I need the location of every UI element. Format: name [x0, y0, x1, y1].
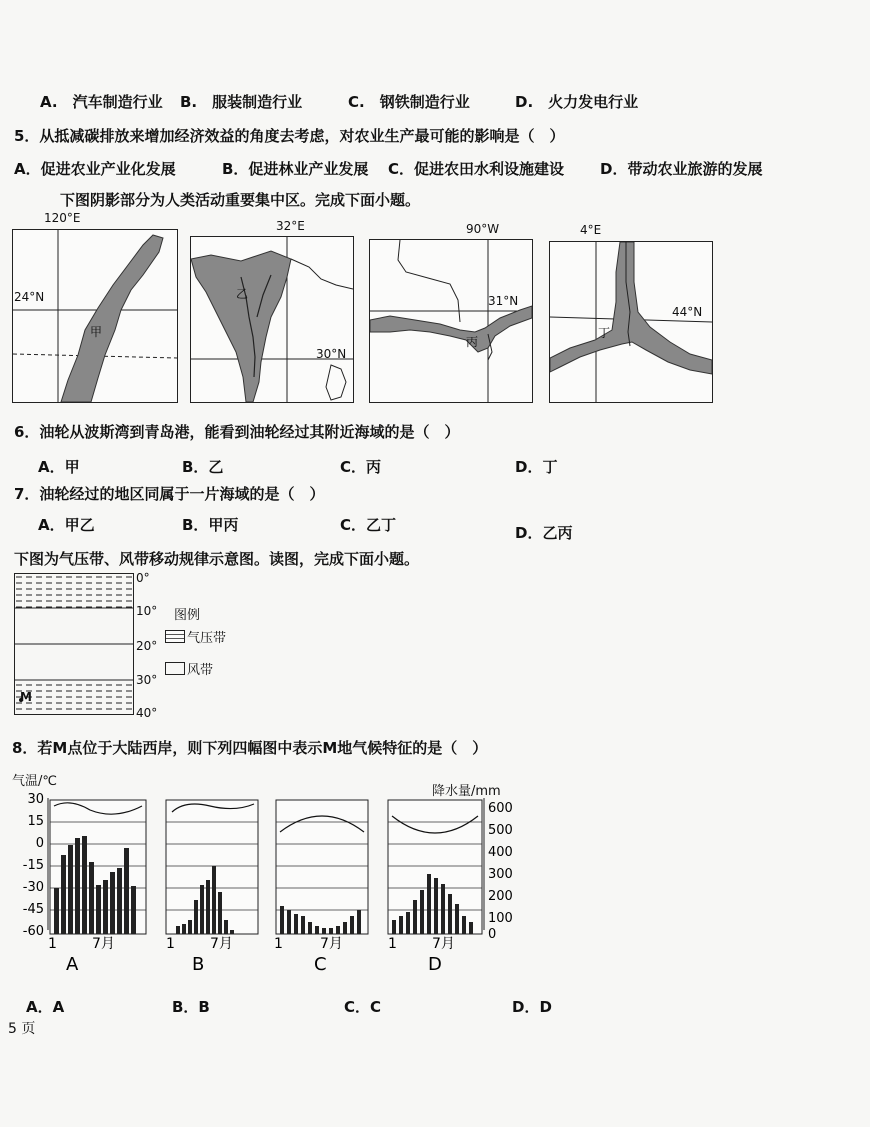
- q4-option-b: B. 服装制造行业: [180, 93, 303, 111]
- temp-tick: -60: [22, 924, 44, 939]
- q6-stem: 6．油轮从波斯湾到青岛港，能看到油轮经过其附近海域的是（ ）: [14, 423, 460, 441]
- lat-40: 40°: [136, 706, 158, 720]
- q8-option-c: C．C: [344, 998, 382, 1016]
- q7-option-a: A．甲乙: [38, 516, 95, 534]
- q6-option-b: B．乙: [182, 458, 224, 476]
- chart-letter-c: C: [314, 954, 327, 975]
- map-ding: [549, 241, 713, 403]
- climate-charts: [0, 790, 560, 980]
- temp-axis: [23, 792, 48, 939]
- map2-lat-label: 30°N: [316, 347, 347, 361]
- map2-lon-label: 32°E: [276, 219, 305, 233]
- month-1: 1: [48, 936, 57, 952]
- map4-lat-label: 44°N: [672, 305, 703, 319]
- month-7: 7月: [432, 936, 455, 952]
- q8-stem: 8．若M点位于大陆西岸，则下列四幅图中表示M地气候特征的是（ ）: [12, 739, 488, 757]
- month-7: 7月: [92, 936, 115, 952]
- lat-20: 20°: [136, 639, 158, 653]
- map-bing: [369, 239, 533, 403]
- q5-option-c: C．促进农田水利设施建设: [388, 160, 565, 178]
- q6-option-a: A．甲: [38, 458, 80, 476]
- page-number: 5 页: [8, 1021, 36, 1037]
- map3-lat-label: 31°N: [488, 294, 519, 308]
- q5-option-b: B．促进林业产业发展: [222, 160, 369, 178]
- q5-option-a: A．促进农业产业化发展: [14, 160, 176, 178]
- lat-30: 30°: [136, 673, 158, 687]
- q8-option-a: A．A: [26, 998, 65, 1016]
- q4-option-d: D. 火力发电行业: [515, 93, 639, 111]
- precip-tick: 0: [488, 927, 497, 942]
- precip-tick: 600: [488, 801, 513, 816]
- belt-point-m: M: [20, 690, 32, 704]
- belt-intro: 下图为气压带、风带移动规律示意图。读图，完成下面小题。: [14, 550, 420, 568]
- map2-mark: 乙: [236, 287, 249, 301]
- q7-option-c: C．乙丁: [340, 516, 397, 534]
- q6-option-d: D．丁: [515, 458, 558, 476]
- chart-letter-d: D: [428, 954, 442, 975]
- climate-chart-c: [274, 800, 368, 975]
- map-yi: [190, 236, 354, 403]
- lat-0: 0°: [136, 571, 150, 585]
- legend-pressure-swatch: [165, 630, 185, 643]
- map1-mark: 甲: [90, 325, 103, 339]
- climate-chart-d: [388, 800, 482, 975]
- q5-option-d: D．带动农业旅游的发展: [600, 160, 763, 178]
- lat-10: 10°: [136, 604, 158, 618]
- precip-tick: 400: [488, 845, 513, 860]
- q8-option-d: D．D: [512, 998, 552, 1016]
- temp-tick: 0: [35, 836, 44, 851]
- precip-tick: 100: [488, 911, 513, 926]
- map3-lon-label: 90°W: [466, 222, 500, 236]
- temp-tick: 30: [27, 792, 44, 807]
- month-7: 7月: [210, 936, 233, 952]
- month-1: 1: [274, 936, 283, 952]
- map-jia: [12, 229, 178, 403]
- legend-wind-label: 风带: [187, 663, 214, 678]
- climate-chart-a: [48, 800, 146, 975]
- month-1: 1: [388, 936, 397, 952]
- q4-option-c: C. 钢铁制造行业: [348, 93, 470, 111]
- pressure-belt-diagram: [14, 573, 134, 715]
- temp-tick: 15: [27, 814, 44, 829]
- map3-mark: 丙: [466, 335, 479, 349]
- temp-axis-label: 气温/℃: [12, 774, 57, 789]
- q4-option-a: A. 汽车制造行业: [40, 93, 163, 111]
- q7-option-b: B．甲丙: [182, 516, 239, 534]
- precip-axis: [484, 798, 513, 942]
- month-7: 7月: [320, 936, 343, 952]
- map4-mark: 丁: [598, 326, 611, 340]
- temp-tick: -15: [22, 858, 44, 873]
- precip-axis-label: 降水量/mm: [432, 784, 501, 799]
- precip-tick: 500: [488, 823, 513, 838]
- map1-lon-label: 120°E: [44, 211, 81, 225]
- q5-stem: 5．从抵减碳排放来增加经济效益的角度去考虑，对农业生产最可能的影响是（ ）: [14, 127, 565, 145]
- chart-letter-b: B: [192, 954, 205, 975]
- month-1: 1: [166, 936, 175, 952]
- map4-lon-label: 4°E: [580, 223, 602, 237]
- chart-letter-a: A: [66, 954, 79, 975]
- temp-tick: -45: [22, 902, 44, 917]
- q7-stem: 7．油轮经过的地区同属于一片海域的是（ ）: [14, 485, 325, 503]
- precip-tick: 300: [488, 867, 513, 882]
- legend-title: 图例: [174, 608, 201, 623]
- q7-option-d: D．乙丙: [515, 524, 573, 542]
- precip-tick: 200: [488, 889, 513, 904]
- q8-option-b: B．B: [172, 998, 210, 1016]
- climate-chart-b: [166, 800, 258, 975]
- legend-wind-swatch: [165, 662, 185, 675]
- legend-pressure-label: 气压带: [187, 631, 227, 646]
- temp-tick: -30: [22, 880, 44, 895]
- map-intro: 下图阴影部分为人类活动重要集中区。完成下面小题。: [60, 191, 421, 209]
- q6-option-c: C．丙: [340, 458, 382, 476]
- map1-lat-label: 24°N: [14, 290, 45, 304]
